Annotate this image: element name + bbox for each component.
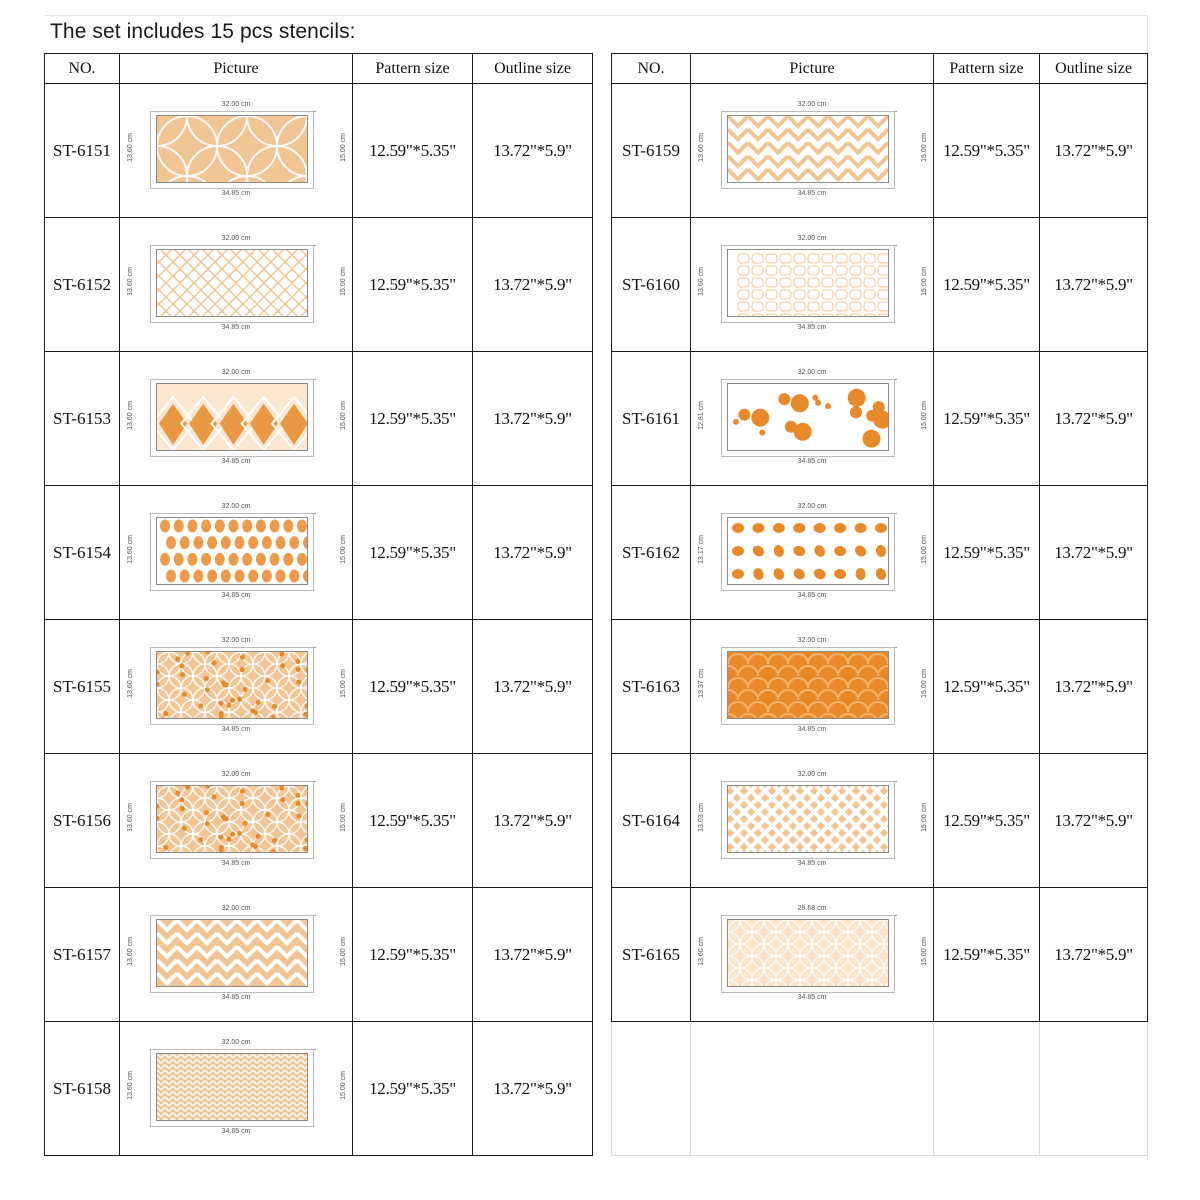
dimension-bottom-label: 34.85 cm bbox=[797, 726, 827, 733]
outline-box bbox=[721, 513, 895, 591]
pattern-size: 12.59"*5.35" bbox=[353, 84, 473, 218]
dimension-left-label: 13.60 cm bbox=[126, 803, 134, 832]
stencil-picture bbox=[691, 218, 933, 351]
stencil-picture bbox=[691, 620, 933, 753]
table-row bbox=[612, 888, 1148, 1022]
dimension-left-label: 12.81 cm bbox=[697, 401, 705, 430]
dimension-top-label: 32.00 cm bbox=[221, 905, 251, 912]
outline-size: 13.72"*5.9" bbox=[473, 84, 593, 218]
outline-box bbox=[721, 781, 895, 859]
dimension-top-label: 32.00 cm bbox=[797, 101, 827, 108]
stencil-picture-cell bbox=[691, 486, 934, 620]
stencil-picture-cell bbox=[120, 84, 353, 218]
outline-box bbox=[721, 379, 895, 457]
col-header-outline-size: Outline size bbox=[1040, 54, 1148, 84]
stencil-picture bbox=[120, 1022, 352, 1155]
stencil-picture bbox=[691, 888, 933, 1021]
outline-box bbox=[721, 111, 895, 189]
pattern-size: 12.59"*5.35" bbox=[353, 352, 473, 486]
stencil-number: ST-6151 bbox=[45, 84, 120, 218]
dimension-left-label: 13.60 cm bbox=[126, 267, 134, 296]
empty-cell bbox=[934, 1022, 1040, 1156]
col-header-no: NO. bbox=[612, 54, 691, 84]
table-row bbox=[612, 754, 1148, 888]
dimension-top-label: 32.00 cm bbox=[221, 235, 251, 242]
outline-box bbox=[150, 647, 314, 725]
stencil-number: ST-6163 bbox=[612, 620, 691, 754]
stencil-picture bbox=[691, 352, 933, 485]
table-row bbox=[612, 486, 1148, 620]
stencil-picture-cell bbox=[691, 218, 934, 352]
dimension-bottom-label: 34.85 cm bbox=[797, 994, 827, 1001]
outline-size: 13.72"*5.9" bbox=[473, 1022, 593, 1156]
empty-cell bbox=[691, 1022, 934, 1156]
outline-box bbox=[150, 1049, 314, 1127]
dimension-left-label: 13.60 cm bbox=[126, 133, 134, 162]
dimension-top-label: 32.00 cm bbox=[797, 771, 827, 778]
dimension-left-label: 13.37 cm bbox=[697, 669, 705, 698]
outline-box bbox=[721, 647, 895, 725]
table-row bbox=[45, 620, 593, 754]
table-header-row bbox=[612, 54, 1148, 84]
outline-box bbox=[150, 111, 314, 189]
stencil-number: ST-6164 bbox=[612, 754, 691, 888]
dimension-right-label: 15.00 cm bbox=[921, 803, 929, 832]
table-row bbox=[45, 84, 593, 218]
col-header-outline-size: Outline size bbox=[473, 54, 593, 84]
col-header-pattern-size: Pattern size bbox=[353, 54, 473, 84]
outline-size: 13.72"*5.9" bbox=[1040, 486, 1148, 620]
dimension-bottom-label: 34.85 cm bbox=[221, 592, 251, 599]
stencil-table-right bbox=[611, 53, 1148, 1156]
dimension-bottom-label: 34.85 cm bbox=[221, 994, 251, 1001]
outline-box bbox=[150, 781, 314, 859]
dimension-right-label: 15.00 cm bbox=[340, 535, 348, 564]
stencil-number: ST-6153 bbox=[45, 352, 120, 486]
dimension-right-label: 15.00 cm bbox=[921, 267, 929, 296]
dimension-right-label: 15.00 cm bbox=[921, 401, 929, 430]
stencil-picture-cell bbox=[691, 754, 934, 888]
stencil-picture bbox=[691, 754, 933, 887]
table-row bbox=[45, 888, 593, 1022]
outline-size: 13.72"*5.9" bbox=[1040, 754, 1148, 888]
pattern-size: 12.59"*5.35" bbox=[353, 620, 473, 754]
table-row bbox=[612, 218, 1148, 352]
stencil-number: ST-6156 bbox=[45, 754, 120, 888]
outline-size: 13.72"*5.9" bbox=[473, 352, 593, 486]
col-header-picture: Picture bbox=[691, 54, 934, 84]
col-header-picture: Picture bbox=[120, 54, 353, 84]
dimension-bottom-label: 34.85 cm bbox=[797, 458, 827, 465]
outline-size: 13.72"*5.9" bbox=[1040, 888, 1148, 1022]
table-row bbox=[45, 486, 593, 620]
stencil-number: ST-6152 bbox=[45, 218, 120, 352]
table-row bbox=[612, 352, 1148, 486]
pattern-size: 12.59"*5.35" bbox=[934, 352, 1040, 486]
table-row bbox=[45, 218, 593, 352]
stencil-picture-cell bbox=[120, 218, 353, 352]
pattern-size: 12.59"*5.35" bbox=[934, 84, 1040, 218]
dimension-left-label: 13.60 cm bbox=[126, 535, 134, 564]
stencil-number: ST-6158 bbox=[45, 1022, 120, 1156]
dimension-top-label: 32.00 cm bbox=[221, 771, 251, 778]
dimension-right-label: 15.00 cm bbox=[340, 803, 348, 832]
stencil-picture bbox=[120, 218, 352, 351]
dimension-right-label: 15.00 cm bbox=[921, 133, 929, 162]
stencil-picture-cell bbox=[120, 486, 353, 620]
pattern-size: 12.59"*5.35" bbox=[353, 218, 473, 352]
stencil-picture bbox=[120, 754, 352, 887]
outline-box bbox=[150, 245, 314, 323]
stencil-picture-cell bbox=[691, 620, 934, 754]
dimension-bottom-label: 34.85 cm bbox=[797, 860, 827, 867]
stencil-picture bbox=[120, 84, 352, 217]
pattern-size: 12.59"*5.35" bbox=[353, 486, 473, 620]
pattern-size: 12.59"*5.35" bbox=[353, 888, 473, 1022]
dimension-bottom-label: 34.85 cm bbox=[797, 324, 827, 331]
dimension-top-label: 32.00 cm bbox=[221, 101, 251, 108]
pattern-size: 12.59"*5.35" bbox=[934, 620, 1040, 754]
stencil-picture-cell bbox=[120, 754, 353, 888]
dimension-left-label: 13.17 cm bbox=[697, 535, 705, 564]
stencil-picture bbox=[691, 486, 933, 619]
stencil-picture bbox=[120, 620, 352, 753]
dimension-right-label: 15.00 cm bbox=[340, 1071, 348, 1100]
col-header-pattern-size: Pattern size bbox=[934, 54, 1040, 84]
stencil-picture bbox=[120, 352, 352, 485]
dimension-top-label: 32.00 cm bbox=[221, 637, 251, 644]
dimension-bottom-label: 34.85 cm bbox=[221, 324, 251, 331]
pattern-size: 12.59"*5.35" bbox=[934, 486, 1040, 620]
dimension-left-label: 13.60 cm bbox=[126, 1071, 134, 1100]
dimension-bottom-label: 34.85 cm bbox=[797, 190, 827, 197]
outline-size: 13.72"*5.9" bbox=[1040, 84, 1148, 218]
dimension-left-label: 13.03 cm bbox=[697, 803, 705, 832]
dimension-right-label: 15.00 cm bbox=[340, 267, 348, 296]
dimension-left-label: 13.60 cm bbox=[697, 937, 705, 966]
dimension-left-label: 13.60 cm bbox=[697, 267, 705, 296]
dimension-right-label: 15.00 cm bbox=[340, 401, 348, 430]
dimension-bottom-label: 34.85 cm bbox=[221, 1128, 251, 1135]
dimension-right-label: 15.00 cm bbox=[340, 669, 348, 698]
dimension-top-label: 29.68 cm bbox=[797, 905, 827, 912]
stencil-number: ST-6157 bbox=[45, 888, 120, 1022]
outline-size: 13.72"*5.9" bbox=[473, 888, 593, 1022]
table-row bbox=[612, 84, 1148, 218]
dimension-left-label: 13.60 cm bbox=[126, 669, 134, 698]
stencil-table-left bbox=[44, 53, 593, 1156]
pattern-size: 12.59"*5.35" bbox=[934, 888, 1040, 1022]
table-row bbox=[45, 352, 593, 486]
table-row bbox=[612, 620, 1148, 754]
outline-size: 13.72"*5.9" bbox=[1040, 352, 1148, 486]
pattern-size: 12.59"*5.35" bbox=[353, 1022, 473, 1156]
stencil-number: ST-6154 bbox=[45, 486, 120, 620]
empty-cell bbox=[612, 1022, 691, 1156]
dimension-left-label: 13.60 cm bbox=[126, 401, 134, 430]
outline-size: 13.72"*5.9" bbox=[1040, 620, 1148, 754]
outline-box bbox=[150, 379, 314, 457]
dimension-top-label: 32.00 cm bbox=[797, 637, 827, 644]
stencil-picture bbox=[120, 486, 352, 619]
dimension-bottom-label: 34.85 cm bbox=[221, 458, 251, 465]
outline-size: 13.72"*5.9" bbox=[1040, 218, 1148, 352]
stencil-number: ST-6160 bbox=[612, 218, 691, 352]
outline-box bbox=[150, 513, 314, 591]
stencil-picture-cell bbox=[120, 352, 353, 486]
dimension-top-label: 32.00 cm bbox=[221, 503, 251, 510]
outline-box bbox=[721, 915, 895, 993]
dimension-left-label: 13.60 cm bbox=[126, 937, 134, 966]
dimension-top-label: 32.00 cm bbox=[221, 1039, 251, 1046]
dimension-top-label: 32.00 cm bbox=[797, 369, 827, 376]
stencil-picture-cell bbox=[120, 888, 353, 1022]
page-title: The set includes 15 pcs stencils: bbox=[50, 20, 356, 43]
stencil-number: ST-6159 bbox=[612, 84, 691, 218]
dimension-bottom-label: 34.85 cm bbox=[221, 190, 251, 197]
stencil-picture-cell bbox=[120, 620, 353, 754]
dimension-top-label: 32.00 cm bbox=[221, 369, 251, 376]
empty-cell bbox=[1040, 1022, 1148, 1156]
dimension-top-label: 32.00 cm bbox=[797, 503, 827, 510]
dimension-right-label: 15.00 cm bbox=[921, 535, 929, 564]
dimension-right-label: 15.00 cm bbox=[921, 669, 929, 698]
table-row bbox=[45, 1022, 593, 1156]
pattern-size: 12.59"*5.35" bbox=[353, 754, 473, 888]
stencil-picture-cell bbox=[691, 888, 934, 1022]
stencil-picture-cell bbox=[691, 352, 934, 486]
outline-size: 13.72"*5.9" bbox=[473, 218, 593, 352]
dimension-bottom-label: 34.85 cm bbox=[221, 860, 251, 867]
dimension-bottom-label: 34.85 cm bbox=[797, 592, 827, 599]
dimension-right-label: 15.00 cm bbox=[921, 937, 929, 966]
dimension-right-label: 15.00 cm bbox=[340, 937, 348, 966]
stencil-picture bbox=[120, 888, 352, 1021]
pattern-size: 12.59"*5.35" bbox=[934, 754, 1040, 888]
table-row bbox=[45, 754, 593, 888]
pattern-size: 12.59"*5.35" bbox=[934, 218, 1040, 352]
stencil-number: ST-6162 bbox=[612, 486, 691, 620]
outline-box bbox=[721, 245, 895, 323]
stencil-number: ST-6165 bbox=[612, 888, 691, 1022]
outline-size: 13.72"*5.9" bbox=[473, 486, 593, 620]
stencil-picture-cell bbox=[120, 1022, 353, 1156]
stencil-number: ST-6155 bbox=[45, 620, 120, 754]
table-header-row bbox=[45, 54, 593, 84]
outline-box bbox=[150, 915, 314, 993]
col-header-no: NO. bbox=[45, 54, 120, 84]
dimension-top-label: 32.00 cm bbox=[797, 235, 827, 242]
dimension-right-label: 15.00 cm bbox=[340, 133, 348, 162]
stencil-number: ST-6161 bbox=[612, 352, 691, 486]
table-row bbox=[612, 1022, 1148, 1156]
stencil-picture bbox=[691, 84, 933, 217]
outline-size: 13.72"*5.9" bbox=[473, 754, 593, 888]
outline-size: 13.72"*5.9" bbox=[473, 620, 593, 754]
dimension-left-label: 13.60 cm bbox=[697, 133, 705, 162]
dimension-bottom-label: 34.85 cm bbox=[221, 726, 251, 733]
stencil-picture-cell bbox=[691, 84, 934, 218]
